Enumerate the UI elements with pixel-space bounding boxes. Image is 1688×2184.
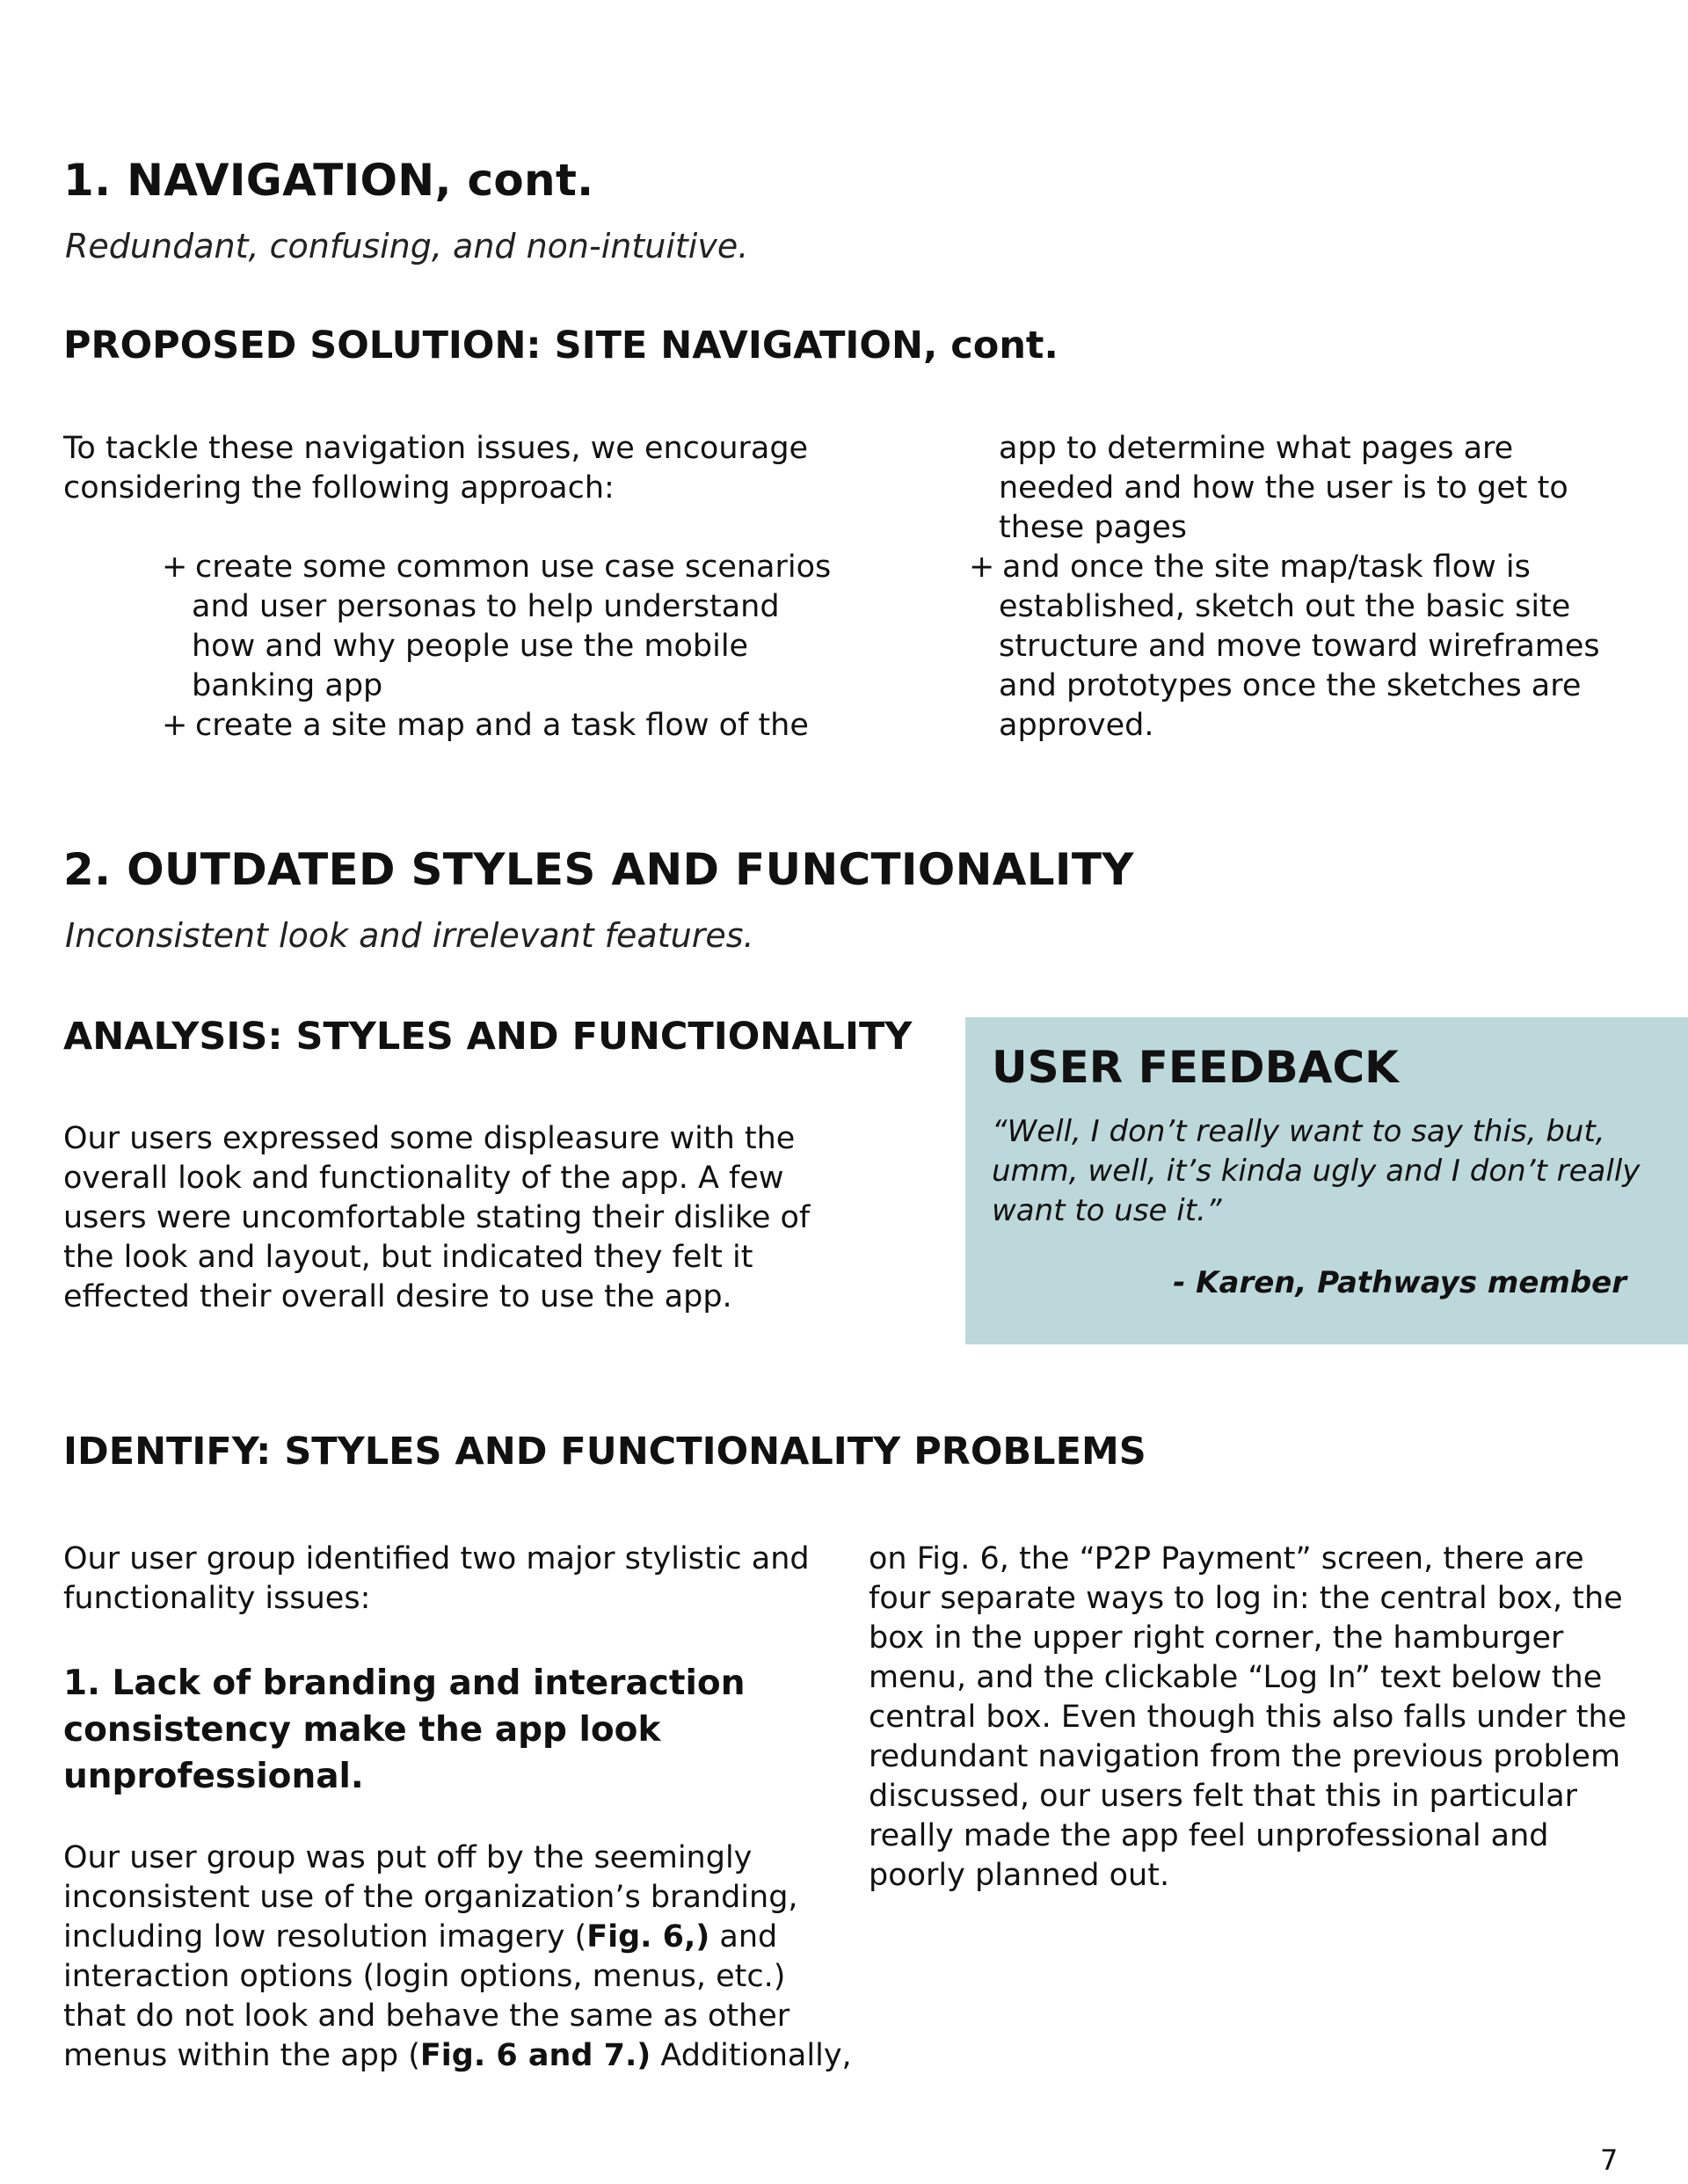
section-1-title: 1. NAVIGATION, cont. [63,155,594,206]
bullet-site-map-continued: app to determine what pages are needed and how the user is to get to these pages + and once the site map/task flow is established, sketch out the basic site structure and move toward wireframes and prototypes once the sketches are approved. [969,431,1600,743]
fig-6-7-reference: Fig. 6 and 7.) [419,2038,651,2073]
user-feedback-attribution: - Karen, Pathways member [1173,1265,1626,1300]
identify-intro: Our user group identified two major stylistic and functionality issues: [63,1541,810,1616]
analysis-body: Our users expressed some displeasure with the overall look and functionality of the app. A few users were uncomfortable stating their dislike of the look and layout, but indicated they felt it effected their overall desire to use the app. [63,1121,811,1314]
user-feedback-title: USER FEEDBACK [992,1042,1399,1093]
section-1-subtitle: Redundant, confusing, and non-intuitive. [65,227,749,266]
plus-icon: + [162,550,188,585]
proposed-solution-heading: PROPOSED SOLUTION: SITE NAVIGATION, cont. [63,324,1059,368]
section-2-subtitle: Inconsistent look and irrelevant features. [65,916,754,955]
fig-6-reference: Fig. 6,) [586,1919,710,1955]
user-feedback-box [965,1017,1688,1344]
problem-1-body: Our user group was put off by the seemingly inconsistent use of the organization’s branding, including low resolution imagery (Fig. 6,) and interaction options (login options, menus, etc.) that do not look and behave the same as other menus within the app (Fig. 6 and 7.) Additionally, [63,1840,852,2073]
plus-icon: + [969,550,995,585]
navigation-intro: To tackle these navigation issues, we encourage considering the following approach: [63,431,809,506]
identify-heading: IDENTIFY: STYLES AND FUNCTIONALITY PROBLEMS [63,1430,1146,1474]
problem-1-heading: 1. Lack of branding and interaction consistency make the app look unprofessional. [63,1663,746,1796]
bullet-use-cases: + create some common use case scenarios and user personas to help understand how and why people use the mobile banking app + create a site map and a task flow of the [195,548,831,746]
analysis-heading: ANALYSIS: STYLES AND FUNCTIONALITY [63,1015,913,1059]
page-number: 7 [1600,2144,1619,2177]
plus-icon: + [162,708,188,743]
user-feedback-quote: “Well, I don’t really want to say this, but, umm, well, it’s kinda ugly and I don’t really want to use it.” [992,1114,1641,1228]
right-column-body: on Fig. 6, the “P2P Payment” screen, there are four separate ways to log in: the central box, the box in the upper right corner, the hamburger menu, and the clickable “Log In” text below the central box. Even though this also falls under the redundant navigation from the previous problem discussed, our users felt that this in particular really made the app feel unprofessional and poorly planned out. [869,1541,1627,1893]
section-2-title: 2. OUTDATED STYLES AND FUNCTIONALITY [63,844,1134,895]
